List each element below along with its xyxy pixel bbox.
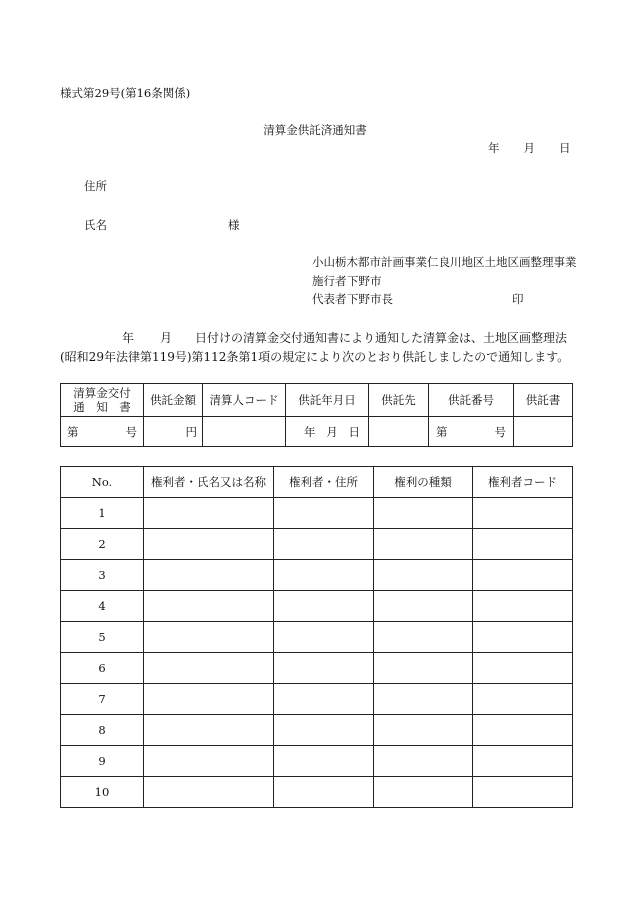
notice-number-cell [61,417,144,447]
settler-code-cell [203,417,286,447]
holder-name-cell [144,560,274,591]
table-row [61,622,573,653]
right-type-cell [374,560,473,591]
deposit-date-day-label: 日 [348,424,360,439]
recipient-address-label: 住所 [84,179,107,193]
deposit-date-cell [286,417,369,447]
row-number: 5 [61,622,144,653]
holder-name-cell [144,684,274,715]
holder-address-cell [274,498,374,529]
notice-header-line-2: 通 知 書 [73,400,131,414]
row-number: 2 [61,529,144,560]
holder-address-cell [274,777,374,808]
holder-address-cell [274,560,374,591]
right-type-cell [374,684,473,715]
issue-date-line [488,141,571,155]
holder-name-cell [144,591,274,622]
notice-header-cell [61,384,144,417]
holder-code-cell [473,498,573,529]
issuer-representative-label: 代表者 [312,292,347,306]
body-paragraph-line-2: (昭和29年法律第119号)第112条第1項の規定により次のとおり供託しましたので通知します。 [60,350,570,364]
deposit-number-cell [429,417,514,447]
table-row [61,746,573,777]
date-day-label: 日 [559,141,571,155]
row-number: 9 [61,746,144,777]
deposit-office-header: 供託先 [369,384,429,417]
row-number: 3 [61,560,144,591]
deposit-number-header: 供託番号 [429,384,514,417]
holder-name-cell [144,746,274,777]
holder-code-cell [473,777,573,808]
holder-code-cell [473,653,573,684]
holder-name-cell [144,622,274,653]
deposit-date-month-label: 月 [326,424,338,439]
deposit-office-cell [369,417,429,447]
holder-address-cell [274,529,374,560]
body-month-label: 月 [160,331,173,345]
deposit-document-cell [514,417,573,447]
seal-mark: 印 [512,292,524,306]
holder-name-cell [144,653,274,684]
holder-name-cell [144,715,274,746]
settler-code-header: 清算人コード [203,384,286,417]
holder-code-cell [473,715,573,746]
number-header: No. [61,467,144,498]
rights-table-header-row [61,467,573,498]
table-row [61,591,573,622]
row-number: 7 [61,684,144,715]
holder-address-header: 権利者・住所 [274,467,374,498]
deposit-amount-header: 供託金額 [144,384,203,417]
deposit-amount-cell: 円 [144,417,203,447]
deposit-date-header: 供託年月日 [286,384,369,417]
holder-address-cell [274,622,374,653]
table-row [61,529,573,560]
table-row [61,715,573,746]
deposit-date-year-label: 年 [304,424,316,439]
holder-address-cell [274,715,374,746]
notice-header-line-1: 清算金交付 [73,386,131,400]
right-type-cell [374,653,473,684]
table-row [61,777,573,808]
issuer-representative: 下野市長 [347,292,393,306]
right-type-cell [374,715,473,746]
right-type-cell [374,498,473,529]
body-text-1: 日付けの清算金交付通知書により通知した清算金は、土地区画整理法 [195,331,568,345]
table-row [61,684,573,715]
row-number: 10 [61,777,144,808]
row-number: 8 [61,715,144,746]
deposit-number-suffix: 号 [494,424,506,439]
notice-number-suffix: 号 [125,424,137,439]
deposit-table [60,383,573,447]
holder-code-cell [473,560,573,591]
row-number: 4 [61,591,144,622]
holder-address-cell [274,684,374,715]
holder-code-header: 権利者コード [473,467,573,498]
table-row [61,498,573,529]
right-type-header: 権利の種類 [374,467,473,498]
notice-number-field [61,425,143,439]
deposit-table-data-row [61,417,573,447]
body-year-label: 年 [122,331,135,345]
deposit-number-prefix: 第 [436,424,448,439]
holder-code-cell [473,746,573,777]
holder-code-cell [473,591,573,622]
document-title: 清算金供託済通知書 [263,123,367,137]
rights-holder-table [60,466,573,808]
right-type-cell [374,591,473,622]
deposit-number-field [429,425,513,439]
table-row [61,653,573,684]
recipient-honorific: 様 [228,218,240,232]
holder-address-cell [274,591,374,622]
issuer-operator: 下野市 [347,274,382,288]
issuer-operator-label: 施行者 [312,274,347,288]
date-month-label: 月 [523,141,535,155]
right-type-cell [374,529,473,560]
date-year-label: 年 [488,141,500,155]
deposit-date-field [286,425,368,439]
holder-address-cell [274,746,374,777]
recipient-name-label: 氏名 [84,218,107,232]
holder-code-cell [473,684,573,715]
row-number: 1 [61,498,144,529]
holder-name-cell [144,529,274,560]
holder-code-cell [473,622,573,653]
right-type-cell [374,622,473,653]
deposit-table-header-row [61,384,573,417]
form-number: 様式第29号(第16条関係) [60,86,191,100]
holder-name-cell [144,777,274,808]
right-type-cell [374,777,473,808]
notice-number-prefix: 第 [67,424,79,439]
body-paragraph-line-1 [122,331,567,345]
holder-name-cell [144,498,274,529]
issuer-project-name: 小山栃木都市計画事業仁良川地区土地区画整理事業 [312,255,577,269]
row-number: 6 [61,653,144,684]
deposit-document-header: 供託書 [514,384,573,417]
holder-code-cell [473,529,573,560]
right-type-cell [374,746,473,777]
holder-address-cell [274,653,374,684]
holder-name-header: 権利者・氏名又は名称 [144,467,274,498]
table-row [61,560,573,591]
